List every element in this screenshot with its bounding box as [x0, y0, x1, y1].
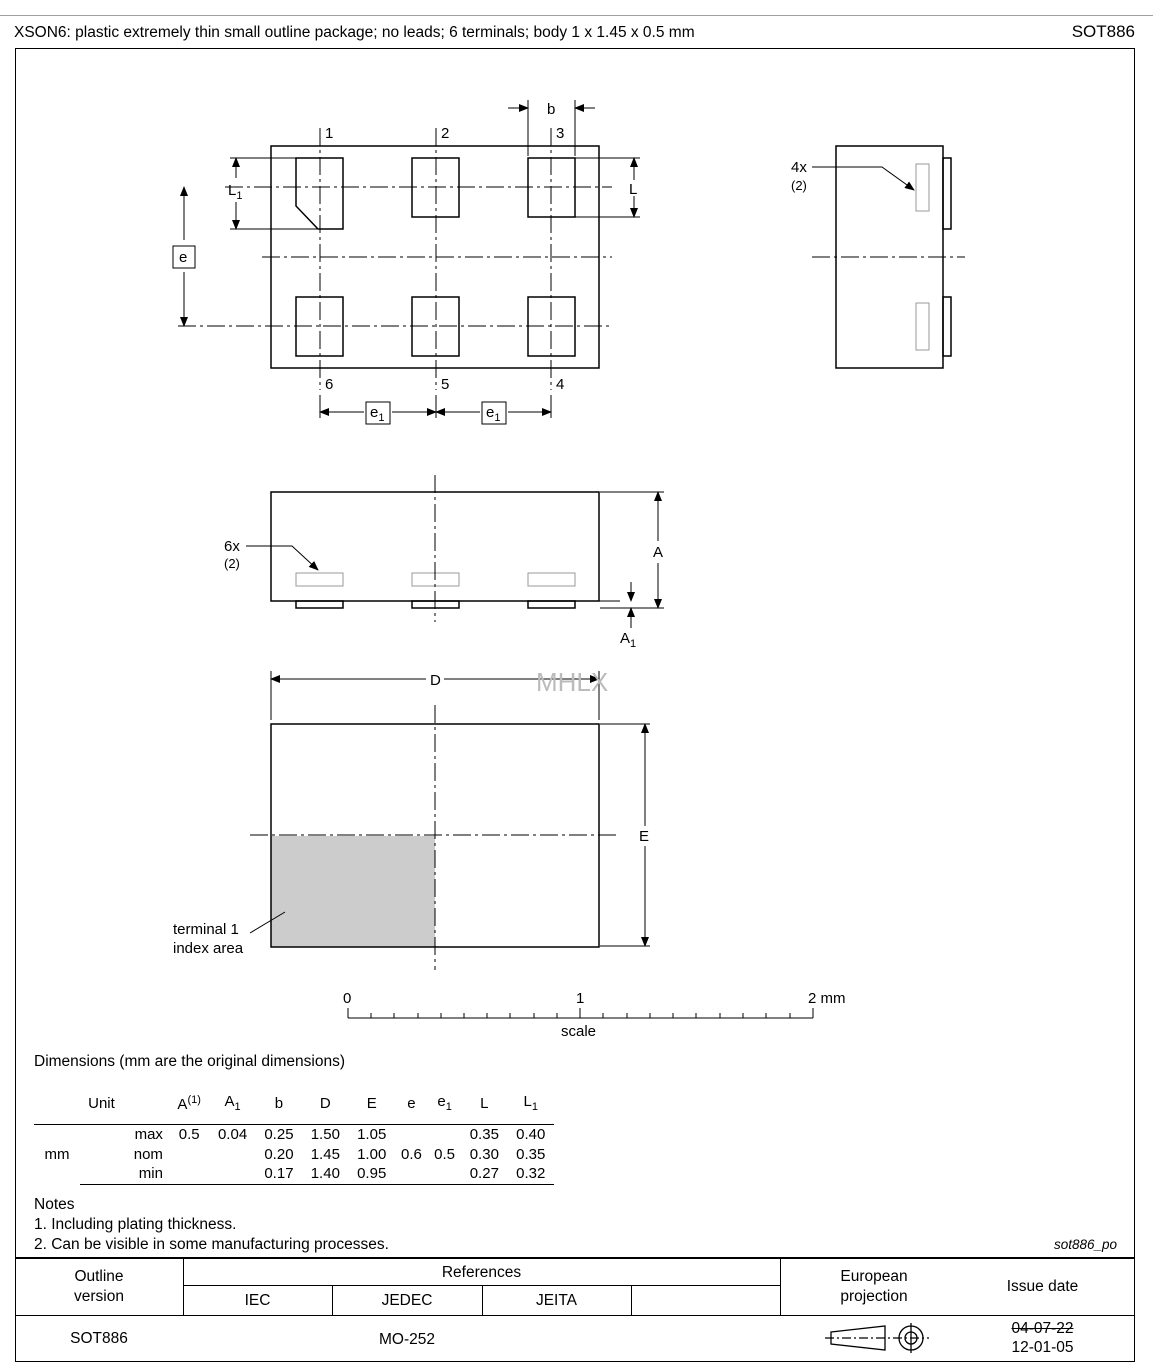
package-code: SOT886 [1071, 22, 1135, 41]
scale-bar [348, 1008, 813, 1018]
terminal-1-index-area [271, 836, 435, 947]
dim-label-e1-left: $e_1$ [370, 404, 385, 424]
dim-label-L1: $L_1$ [228, 182, 243, 202]
scale-mid: 1 [576, 990, 585, 1007]
side-count-label: 4x [791, 159, 807, 176]
dimensions-title: Dimensions (mm are the original dimensions) [34, 1053, 345, 1070]
pin-label-2: 2 [441, 125, 450, 142]
iec-header: IEC [244, 1292, 271, 1309]
outline-version-value: SOT886 [70, 1330, 128, 1347]
dim-label-b: b [547, 101, 556, 118]
pin-label-3: 3 [556, 125, 565, 142]
dim-label-D: D [430, 672, 441, 689]
front-note-label: (2) [224, 556, 240, 571]
pin-label-1: 1 [325, 125, 334, 142]
front-count-label: 6x [224, 538, 240, 555]
projection-header: European projection [840, 1268, 908, 1305]
dim-label-E: E [639, 828, 650, 845]
col-e: e [395, 1082, 428, 1125]
figure-id: sot886_po [1053, 1237, 1117, 1252]
col-L1: $L_1$ [508, 1082, 554, 1125]
table-row: mm max 0.5 0.04 0.25 1.50 1.05 0.35 0.40 [34, 1125, 554, 1145]
dim-label-e1-right: $e_1$ [486, 404, 501, 424]
index-label-line2: index area [173, 940, 244, 957]
index-label-line1: terminal 1 [173, 921, 239, 938]
table-row: nom 0.20 1.45 1.00 0.6 0.5 0.30 0.35 [133, 1145, 546, 1163]
issue-dates [970, 1319, 1115, 1357]
scale-label: scale [561, 1023, 597, 1040]
footer-table [15, 1257, 1135, 1362]
jedec-value: MO-252 [379, 1331, 435, 1348]
unit-cell: mm [44, 1146, 70, 1163]
outline-version-header: Outline version [74, 1268, 124, 1305]
dim-label-A1: $A_1$ [620, 630, 637, 650]
dim-label-L: L [629, 181, 638, 198]
col-unit: Unit [34, 1082, 169, 1125]
pin-label-4: 4 [556, 376, 565, 393]
top-view-centerlines [178, 128, 612, 390]
col-b: b [256, 1082, 302, 1125]
dim-label-A: A [653, 544, 664, 561]
issue-date-new: 12-01-05 [1011, 1339, 1074, 1356]
watermark: MHLX [536, 667, 609, 697]
pin-label-5: 5 [441, 376, 450, 393]
note-2: 2. Can be visible in some manufacturing processes. [34, 1236, 389, 1253]
notes [34, 1195, 389, 1255]
col-A1: $A_1$ [209, 1082, 255, 1125]
pin-label-6: 6 [325, 376, 334, 393]
side-note-label: (2) [791, 178, 807, 193]
col-D: D [302, 1082, 348, 1125]
col-e1: $e_1$ [428, 1082, 461, 1125]
dim-label-e: e [179, 249, 188, 266]
col-L: L [461, 1082, 507, 1125]
note-1: 1. Including plating thickness. [34, 1216, 237, 1233]
references-header: References [441, 1264, 522, 1281]
scale-start: 0 [343, 990, 352, 1007]
table-header-row [34, 1082, 554, 1125]
col-E: E [349, 1082, 395, 1125]
col-A: $A^{(1)}$ [169, 1082, 209, 1125]
european-projection-icon [825, 1323, 935, 1353]
dimensions-table [34, 1082, 554, 1185]
issue-date-header: Issue date [1006, 1278, 1079, 1295]
jedec-header: JEDEC [381, 1292, 433, 1309]
issue-date-old: 04-07-22 [1011, 1320, 1074, 1337]
scale-end: 2 mm [808, 990, 846, 1007]
notes-title: Notes [34, 1196, 75, 1213]
page-title: XSON6: plastic extremely thin small outline package; no leads; 6 terminals; body 1 x 1.45 x 0.5 mm [14, 24, 695, 41]
jeita-header: JEITA [535, 1292, 578, 1309]
table-row: min 0.17 1.40 0.95 0.27 0.32 [34, 1164, 554, 1184]
